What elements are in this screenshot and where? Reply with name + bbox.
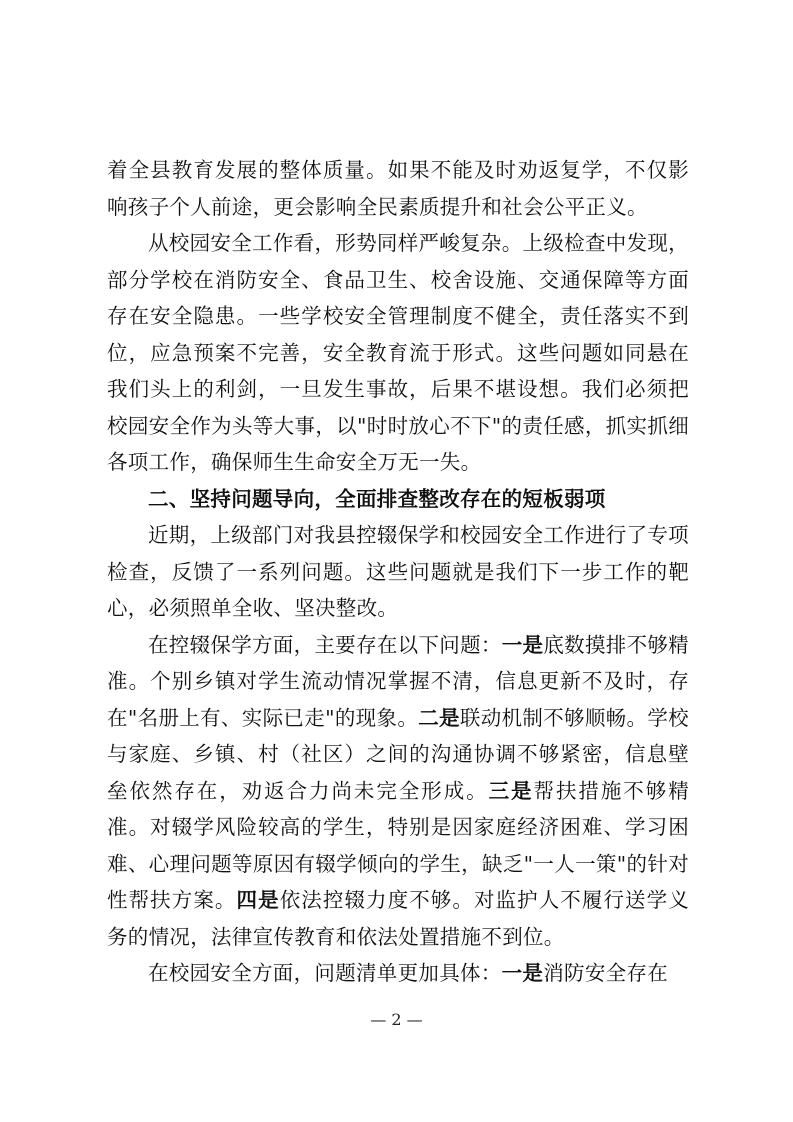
paragraph-5-intro: 在校园安全方面，问题清单更加具体： bbox=[148, 961, 502, 985]
safety-point-text-1: 消防安全存在 bbox=[543, 961, 669, 985]
paragraph-4 bbox=[107, 627, 689, 956]
point-text-4: 依法控辍力度不够。对监护人不履行送学义务的情况，法律宣传教育和依法处置措施不到位。 bbox=[107, 888, 689, 949]
paragraph-4-intro: 在控辍保学方面，主要存在以下问题： bbox=[148, 632, 502, 657]
point-text-1: 底数摸排不够精准。个别乡镇对学生流动情况掌握不清，信息更新不及时，存在"名册上有、实际已走"的现象。 bbox=[107, 632, 689, 730]
section-heading-2: 二、坚持问题导向，全面排查整改存在的短板弱项 bbox=[148, 486, 606, 511]
point-lead-2: 二是 bbox=[418, 705, 460, 730]
safety-point-lead-1: 一是 bbox=[501, 961, 544, 985]
point-text-2: 联动机制不够顺畅。学校与家庭、乡镇、村（社区）之间的沟通协调不够紧密，信息壁垒依然存在，劝返合力尚未完全形成。 bbox=[107, 705, 689, 803]
point-lead-1: 一是 bbox=[501, 632, 544, 657]
paragraph-1: 着全县教育发展的整体质量。如果不能及时劝返复学，不仅影响孩子个人前途，更会影响全民素质提升和社会公平正义。 bbox=[107, 158, 689, 219]
paragraph-5 bbox=[107, 955, 689, 992]
point-lead-4: 四是 bbox=[236, 888, 280, 912]
document-body bbox=[107, 152, 689, 992]
paragraph-3: 近期，上级部门对我县控辍保学和校园安全工作进行了专项检查，反馈了一系列问题。这些问题就是我们下一步工作的靶心，必须照单全收、坚决整改。 bbox=[107, 523, 689, 620]
page-number: — 2 — bbox=[370, 1010, 423, 1029]
point-text-3: 帮扶措施不够精准。对辍学风险较高的学生，特别是因家庭经济困难、学习困难、心理问题等原因有辍学倾向的学生，缺乏"一人一策"的针对性帮扶方案。 bbox=[107, 778, 689, 912]
paragraph-2: 从校园安全工作看，形势同样严峻复杂。上级检查中发现，部分学校在消防安全、食品卫生、校舍设施、交通保障等方面存在安全隐患。一些学校安全管理制度不健全，责任落实不到位，应急预案不完善，安全教育流于形式。这些问题如同悬在我们头上的利剑，一旦发生事故，后果不堪设想。我们必须把校园安全作为头等大事，以"时时放心不下"的责任感，抓实抓细各项工作，确保师生生命安全万无一失。 bbox=[107, 231, 689, 474]
point-lead-3: 三是 bbox=[488, 778, 534, 803]
